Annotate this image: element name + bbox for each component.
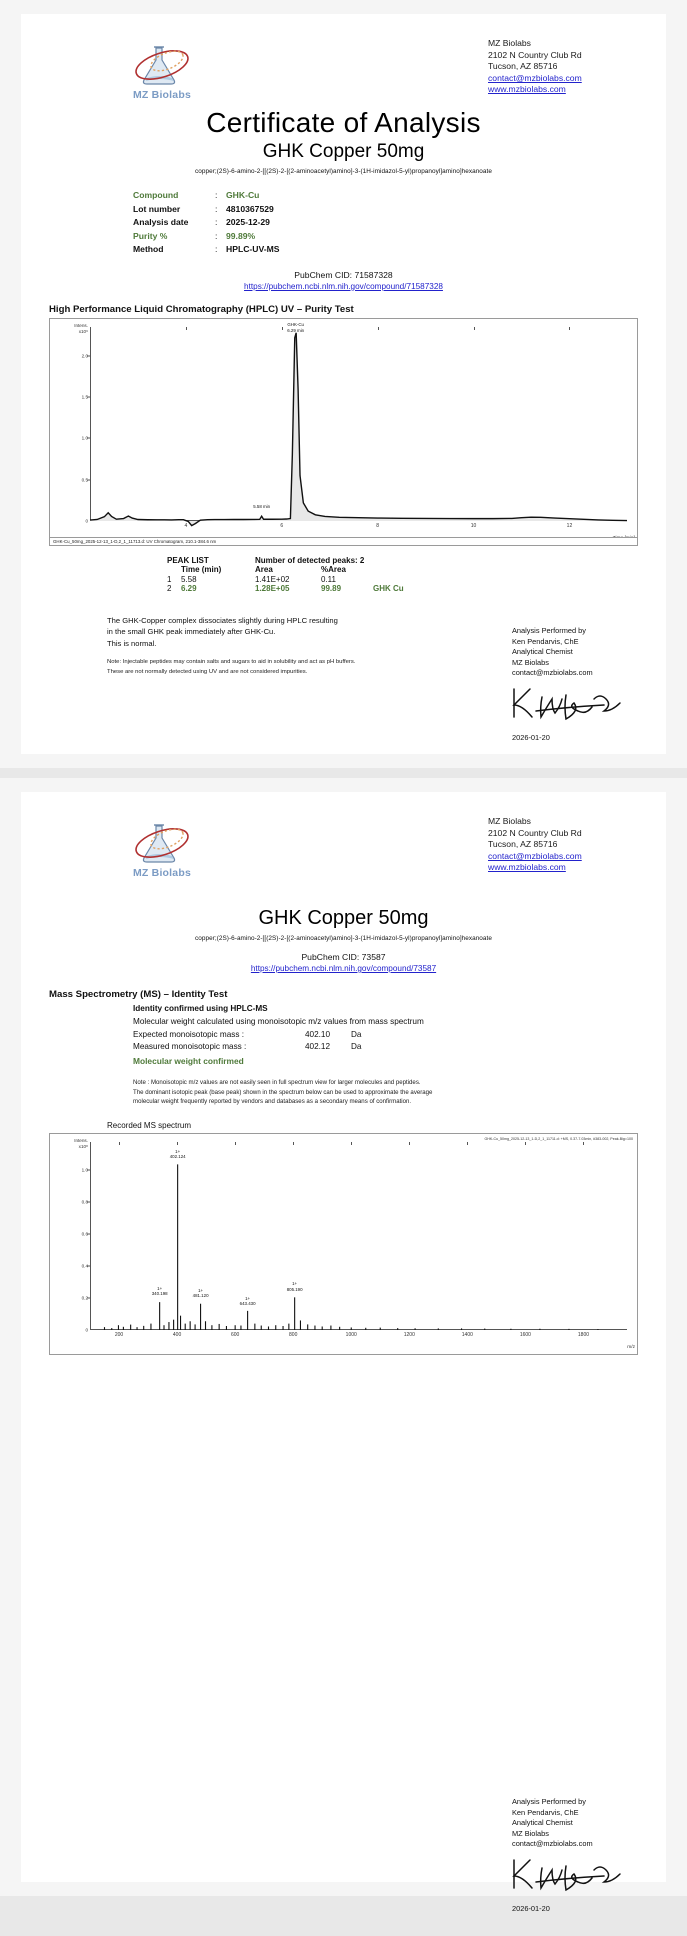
pubchem-link[interactable]: https://pubchem.ncbi.nlm.nih.gov/compound/71587328: [244, 281, 443, 291]
x-tick-mark: [569, 327, 570, 330]
flask-logo-icon: [126, 820, 198, 866]
measured-mass-unit: Da: [351, 1042, 362, 1052]
measured-mass-label: Measured monoisotopic mass :: [133, 1042, 247, 1052]
product-title-2: GHK Copper 50mg: [258, 907, 429, 929]
identity-subtitle: Molecular weight calculated using monoisotopic m/z values from mass spectrum: [133, 1017, 424, 1027]
y-tick-label: 0: [85, 518, 88, 524]
company-name: MZ Biolabs: [488, 816, 531, 826]
company-website-link[interactable]: www.mzbiolabs.com: [488, 862, 566, 873]
page-title: Certificate of Analysis: [206, 107, 481, 138]
peak-area: 1.28E+05: [255, 583, 290, 593]
ms-note-line-2: The dominant isotopic peak (base peak) shown in the spectrum below can be used to approximate the average: [133, 1088, 433, 1096]
signature-email: contact@mzbiolabs.com: [512, 668, 593, 678]
y-tick-label: 1.0: [81, 435, 88, 441]
certificate-sheet-1: [21, 14, 666, 754]
pubchem-cid: PubChem CID: 71587328: [294, 269, 393, 280]
x-tick-label: 1600: [519, 1331, 531, 1338]
signature-block-2: [512, 1797, 626, 1914]
peak-index: 1: [167, 574, 172, 584]
colon: :: [215, 230, 218, 241]
peak-time: 5.58: [181, 574, 197, 584]
ms-x-axis-title: m/z: [627, 1344, 635, 1350]
page-1: [0, 0, 687, 768]
pubchem-block-2: [49, 952, 638, 973]
company-email-link[interactable]: contact@mzbiolabs.com: [488, 72, 582, 83]
signature-line-2: Ken Pendarvis, ChE: [512, 636, 579, 646]
x-tick-label: 1200: [403, 1331, 415, 1338]
product-title: GHK Copper 50mg: [262, 141, 425, 162]
note-line-3: This is normal.: [107, 638, 157, 648]
x-tick-mark: [525, 1142, 526, 1145]
measured-mass-row: [133, 1041, 638, 1053]
colon: :: [215, 203, 218, 214]
hplc-chart-footer: GHK-Cu_50mg_2025-12-13_1-D,2_1_11713.d: UV Chromatogram, 210.1-384.6 nm: [50, 537, 637, 545]
x-tick-mark: [186, 327, 187, 330]
peak-list-title: PEAK LIST: [167, 555, 209, 565]
peak-area: 1.41E+02: [255, 574, 290, 584]
company-logo: [107, 820, 217, 879]
signature-date: 2026-01-20: [512, 1903, 550, 1913]
signature-line-1: Analysis Performed by: [512, 626, 586, 635]
note-small-1: Note: Injectable peptides may contain salts and sugars to aid in solubility and act as pH buffers.: [107, 659, 356, 666]
company-address-2: Tucson, AZ 85716: [488, 839, 558, 850]
x-tick-label: 600: [230, 1331, 240, 1338]
x-tick-mark: [583, 1142, 584, 1145]
y-tick-label: 0.6: [81, 1231, 88, 1237]
x-tick-label: 1400: [461, 1331, 473, 1338]
handwritten-signature-icon: [508, 681, 626, 725]
note-line-1: The GHK-Copper complex dissociates slightly during HPLC resulting: [107, 615, 338, 625]
property-value: 99.89%: [226, 230, 256, 241]
y-tick-label: 0.2: [81, 1295, 88, 1301]
y-tick-label: 1.0: [81, 1167, 88, 1173]
company-name: MZ Biolabs: [488, 38, 531, 48]
measured-mass-value: 402.12: [305, 1042, 331, 1052]
peak-index: 2: [167, 583, 172, 593]
note-small-2: These are not normally detected using UV and are not considered impurities.: [107, 669, 308, 676]
colon: :: [215, 244, 218, 255]
logo-label: MZ Biolabs: [132, 867, 191, 879]
property-row-purity: [133, 230, 638, 244]
x-tick-label: 6: [280, 522, 284, 529]
x-tick-label: 1800: [577, 1331, 590, 1338]
signature-email: contact@mzbiolabs.com: [512, 1839, 593, 1849]
properties-table: [133, 189, 638, 257]
peak-annotation: 1+ 340.198: [151, 1285, 168, 1297]
handwritten-signature-icon: [508, 1852, 626, 1896]
x-tick-mark: [467, 1142, 468, 1145]
peak-pct: 0.11: [321, 574, 336, 584]
x-tick-label: 12: [566, 522, 573, 529]
property-key: Method: [133, 244, 164, 255]
peak-time: 6.29: [181, 583, 197, 593]
company-address-1: 2102 N Country Club Rd: [488, 49, 582, 60]
property-row-compound: [133, 189, 638, 203]
hplc-trace: [90, 327, 627, 521]
ms-note-line-1: Note : Monoisotopic m/z values are not easily seen in full spectrum view for larger molecules and peptides.: [133, 1079, 421, 1087]
x-tick-mark: [293, 1142, 294, 1145]
ms-y-axis-label: Intens. x10⁸: [74, 1137, 88, 1149]
property-key: Lot number: [133, 203, 181, 214]
property-row-method: [133, 243, 638, 257]
company-website-link[interactable]: www.mzbiolabs.com: [488, 84, 566, 95]
property-value: 2025-12-29: [226, 217, 270, 228]
ms-plot-area: [81, 1142, 627, 1338]
company-email-link[interactable]: contact@mzbiolabs.com: [488, 850, 582, 861]
peak-annotation: 1+ 643.430: [239, 1295, 256, 1306]
expected-mass-label: Expected monoisotopic mass :: [133, 1029, 245, 1039]
col-time: Time (min): [181, 564, 222, 574]
hplc-section-title: High Performance Liquid Chromatography (HPLC) UV – Purity Test: [49, 303, 354, 315]
signature-block-1: [512, 626, 626, 743]
signature-line-3: Analytical Chemist: [512, 1818, 573, 1828]
y-tick-label: 1.5: [81, 394, 88, 400]
identity-title: Identity confirmed using HPLC-MS: [133, 1004, 268, 1013]
property-key: Compound: [133, 190, 179, 200]
peak-detected-count: Number of detected peaks: 2: [255, 555, 365, 565]
x-tick-label: 800: [289, 1331, 298, 1338]
y-tick-label: 0.4: [81, 1263, 88, 1269]
y-tick-label: 2.0: [81, 353, 88, 359]
page1-header: [49, 36, 638, 101]
signature-line-1: Analysis Performed by: [512, 1797, 586, 1806]
page-separator: [0, 768, 687, 778]
signature-line-3: Analytical Chemist: [512, 647, 573, 657]
pubchem-link-2[interactable]: https://pubchem.ncbi.nlm.nih.gov/compound/73587: [250, 964, 437, 973]
logo-label: MZ Biolabs: [132, 89, 191, 101]
company-logo: [107, 42, 217, 101]
property-value: 4810367529: [226, 203, 274, 214]
signature-line-2: Ken Pendarvis, ChE: [512, 1807, 579, 1817]
col-area: Area: [255, 564, 273, 574]
hplc-notes: [107, 615, 437, 677]
property-row-lot-number: [133, 203, 638, 217]
x-tick-mark: [177, 1142, 178, 1145]
expected-mass-row: [133, 1029, 638, 1041]
x-tick-mark: [119, 1142, 120, 1145]
ms-spectrum-chart: [49, 1133, 638, 1355]
x-tick-mark: [351, 1142, 352, 1145]
page-2: [0, 778, 687, 1913]
property-value: GHK-Cu: [226, 190, 260, 200]
table-row: [167, 584, 638, 593]
x-tick-label: 4: [184, 522, 188, 529]
x-tick-label: 1000: [345, 1331, 357, 1338]
ms-chart-header-right: GHK-Cu_50mg_2025-12-13_1-D,2_1_11711.d: +MS, 0.37-7.03min, #383-002, Peak-Big=100: [484, 1136, 633, 1141]
certificate-sheet-2: [21, 792, 666, 1913]
peak-annotation: 5.58 min: [253, 504, 271, 509]
property-key: Purity %: [133, 230, 168, 241]
colon: :: [215, 217, 218, 228]
pubchem-cid-2: PubChem CID: 73587: [301, 952, 386, 962]
expected-mass-value: 402.10: [305, 1029, 331, 1039]
note-line-2: in the small GHK peak immediately after GHK-Cu.: [107, 627, 276, 637]
x-tick-mark: [235, 1142, 236, 1145]
company-address: [488, 814, 638, 874]
x-tick-label: 8: [376, 522, 380, 529]
peak-list-table: [167, 556, 638, 593]
ms-note: [133, 1078, 563, 1107]
peak-list-header: [167, 556, 638, 565]
x-tick-mark: [378, 327, 379, 330]
table-row: [167, 575, 638, 584]
col-pct: %Area: [321, 564, 346, 574]
peak-annotation: 1+ 805.190: [286, 1281, 303, 1292]
signature-line-4: MZ Biolabs: [512, 1828, 549, 1838]
x-tick-label: 400: [172, 1331, 182, 1338]
peak-annotation: GHK-Cu 6.29 min: [287, 322, 305, 333]
y-tick-label: 0.8: [81, 1199, 88, 1205]
col-index: [167, 565, 181, 574]
company-address-1: 2102 N Country Club Rd: [488, 827, 582, 838]
ms-peaks: [90, 1142, 627, 1330]
y-tick-label: 0: [85, 1327, 88, 1333]
hplc-chromatogram-chart: [49, 318, 638, 546]
recorded-ms-label: Recorded MS spectrum: [107, 1120, 192, 1130]
iupac-name: copper;(2S)-6-amino-2-[[(2S)-2-[(2-aminoacetyl)amino]-3-(1H-imidazol-5-yl)propanoyl]amino]hexanoate: [195, 168, 492, 175]
ms-note-line-3: molecular weight frequently reported by vendors and databases as a secondary means of confirmation.: [133, 1098, 412, 1106]
expected-mass-unit: Da: [351, 1029, 362, 1039]
molecular-weight-confirmed: Molecular weight confirmed: [133, 1055, 244, 1066]
x-tick-mark: [282, 327, 283, 330]
company-address-2: Tucson, AZ 85716: [488, 61, 558, 72]
signature-date: 2026-01-20: [512, 732, 550, 742]
peak-label: GHK Cu: [373, 583, 404, 593]
peak-list-columns: [167, 565, 638, 574]
page2-header: [49, 814, 638, 879]
peak-annotation: 1+ 402.124: [169, 1148, 186, 1160]
flask-logo-icon: [126, 42, 198, 88]
signature-line-4: MZ Biolabs: [512, 657, 549, 667]
company-address: [488, 36, 638, 96]
ms-section-title: Mass Spectrometry (MS) – Identity Test: [49, 989, 228, 1000]
y-tick-label: 0.5: [81, 477, 88, 483]
pubchem-block-1: [49, 270, 638, 291]
property-value: HPLC-UV-MS: [226, 244, 280, 255]
x-tick-label: 200: [114, 1331, 124, 1338]
colon: :: [215, 190, 218, 200]
property-row-analysis-date: [133, 216, 638, 230]
hplc-y-axis-label: Intens. x10⁶: [74, 322, 88, 334]
iupac-name-2: copper;(2S)-6-amino-2-[[(2S)-2-[(2-aminoacetyl)amino]-3-(1H-imidazol-5-yl)propanoyl]amino]hexanoate: [195, 935, 492, 942]
peak-annotation: 1+ 481.120: [192, 1287, 209, 1298]
peak-pct: 99.89: [321, 583, 342, 593]
x-tick-mark: [474, 327, 475, 330]
property-key: Analysis date: [133, 217, 189, 228]
x-tick-mark: [409, 1142, 410, 1145]
identity-block: [133, 1003, 638, 1067]
x-tick-label: 10: [470, 522, 477, 529]
